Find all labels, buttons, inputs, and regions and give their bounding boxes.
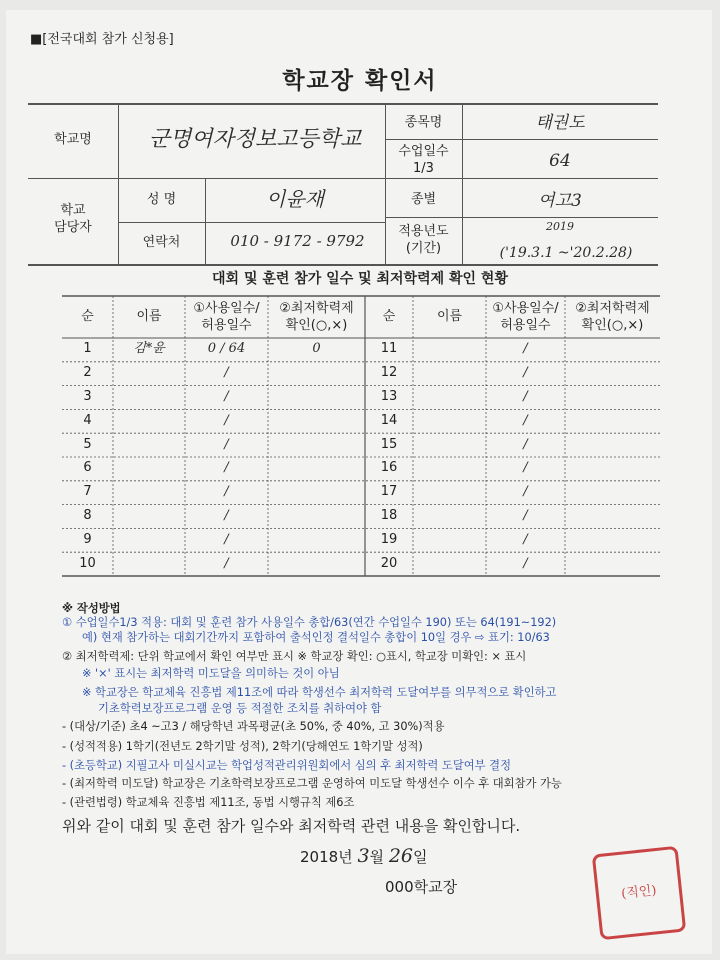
header-min-academic: ②최저학력제 확인(○,×)	[279, 301, 354, 333]
row-no: 7	[83, 484, 92, 500]
row-name	[413, 338, 486, 362]
period-value: ('19.3.1 ~'20.2.28)	[499, 245, 633, 261]
principal-name: 000학교장	[385, 878, 458, 896]
header-no: 순	[382, 308, 396, 324]
official-seal: (직인)	[592, 846, 687, 941]
row-min-academic	[565, 362, 660, 386]
row-used-days: /	[224, 389, 229, 405]
row-no: 17	[380, 484, 398, 500]
row-used-days: /	[224, 365, 229, 381]
note-8: - (최저학력 미도달) 학교장은 기초학력보장프로그램 운영하여 미도달 학생선수 이수 후 대회참가 가능	[62, 777, 562, 790]
row-no: 2	[83, 365, 92, 381]
row-used-days: /	[523, 508, 528, 524]
row-name	[413, 552, 486, 576]
row-used-days: /	[523, 460, 528, 476]
row-name	[413, 481, 486, 505]
row-no: 1	[83, 341, 92, 357]
note-6: - (성적적용) 1학기(전년도 2학기말 성적), 2학기(당해연도 1학기말 성적)	[62, 740, 423, 753]
note-1a: ① 수업일수1/3 적용: 대회 및 훈련 참가 사용일수 총합/63(연간 수업일수 190) 또는 64(191~192)	[62, 616, 557, 629]
note-7: - (초등학교) 지필고사 미실시교는 학업성적관리위원회에서 심의 후 최저학력 도달여부 결정	[62, 759, 511, 772]
row-no: 15	[380, 436, 398, 452]
row-used-days: /	[224, 508, 229, 524]
gender-label: 종별	[410, 192, 437, 207]
row-used-days: /	[523, 484, 528, 500]
school-days-label: 수업일수 1/3	[398, 144, 449, 176]
row-min-academic	[268, 433, 365, 457]
header-name: 이름	[136, 308, 162, 324]
row-name	[413, 433, 486, 457]
row-name	[113, 362, 185, 386]
row-no: 8	[83, 508, 92, 524]
school-name-value: 군명여자정보고등학교	[148, 127, 362, 152]
row-name	[113, 457, 185, 481]
row-no: 19	[380, 531, 398, 547]
row-used-days: 0 / 64	[207, 341, 246, 357]
header-used-days: ①사용일수/ 허용일수	[193, 301, 260, 333]
row-used-days: /	[523, 341, 528, 357]
row-name	[413, 362, 486, 386]
row-min-academic	[268, 457, 365, 481]
row-name	[413, 386, 486, 410]
section-title: 대회 및 훈련 참가 일수 및 최저학력제 확인 현황	[212, 271, 508, 287]
header-no: 순	[81, 308, 94, 324]
officer-label: 학교 담당자	[54, 203, 92, 235]
form-tag: ■[전국대회 참가 신청용]	[30, 32, 174, 47]
header-name: 이름	[436, 308, 463, 324]
row-used-days: /	[523, 531, 528, 547]
row-name	[413, 457, 486, 481]
row-no: 4	[83, 412, 92, 428]
year-label: 적용년도 (기간)	[398, 224, 449, 256]
row-used-days: /	[224, 412, 229, 428]
row-min-academic	[268, 505, 365, 529]
officer-name-label: 성 명	[146, 192, 177, 207]
note-3: ※ '×' 표시는 최저학력 미도달을 의미하는 것이 아님	[82, 667, 340, 680]
document-title: 학교장 확인서	[282, 68, 438, 94]
row-no: 18	[380, 508, 398, 524]
row-used-days: /	[224, 555, 229, 571]
school-days-value: 64	[549, 151, 571, 171]
row-min-academic	[565, 386, 660, 410]
row-min-academic	[268, 386, 365, 410]
row-min-academic	[268, 409, 365, 433]
row-name: 김*윤	[133, 341, 165, 357]
row-min-academic: 0	[312, 341, 321, 357]
row-name	[413, 528, 486, 552]
row-min-academic	[565, 457, 660, 481]
note-9: - (관련법령) 학교체육 진흥법 제11조, 동법 시행규칙 제6조	[62, 796, 355, 809]
row-min-academic	[565, 338, 660, 362]
note-5: - (대상/기준) 초4 ~고3 / 해당학년 과목평균(초 50%, 중 40%, 고 30%)적용	[62, 720, 445, 733]
row-min-academic	[565, 552, 660, 576]
row-used-days: /	[523, 555, 528, 571]
header-min-academic: ②최저학력제 확인(○,×)	[575, 301, 650, 333]
event-label: 종목명	[404, 115, 443, 130]
event-value: 태권도	[535, 113, 585, 133]
row-used-days: /	[224, 436, 229, 452]
row-used-days: /	[224, 531, 229, 547]
row-min-academic	[565, 528, 660, 552]
row-no: 14	[380, 412, 398, 428]
header-used-days: ①사용일수/ 허용일수	[492, 301, 559, 333]
row-used-days: /	[224, 484, 229, 500]
row-used-days: /	[523, 365, 528, 381]
row-name	[113, 409, 185, 433]
row-name	[113, 433, 185, 457]
row-min-academic	[565, 433, 660, 457]
contact-value: 010 - 9172 - 9792	[230, 232, 365, 250]
row-no: 3	[83, 389, 92, 405]
row-used-days: /	[523, 412, 528, 428]
note-4a: ※ 학교장은 학교체육 진흥법 제11조에 따라 학생선수 최저학력 도달여부를 의무적으로 확인하고	[82, 686, 557, 699]
row-name	[113, 528, 185, 552]
row-no: 16	[380, 460, 398, 476]
issue-date: 2018년 3월 26일	[300, 845, 428, 867]
row-min-academic	[268, 528, 365, 552]
row-name	[113, 481, 185, 505]
row-no: 6	[83, 460, 92, 476]
row-no: 12	[380, 365, 398, 381]
row-name	[113, 505, 185, 529]
row-name	[413, 409, 486, 433]
row-min-academic	[565, 481, 660, 505]
row-no: 10	[79, 555, 96, 571]
row-used-days: /	[224, 460, 229, 476]
row-used-days: /	[523, 436, 528, 452]
row-name	[413, 505, 486, 529]
officer-name-value: 이윤재	[266, 187, 324, 211]
row-used-days: /	[523, 389, 528, 405]
row-no: 13	[380, 389, 398, 405]
row-name	[113, 386, 185, 410]
note-4b: 기초학력보장프로그램 운영 등 적절한 조치를 취하여야 함	[98, 702, 382, 715]
row-min-academic	[268, 481, 365, 505]
row-min-academic	[565, 505, 660, 529]
row-name	[113, 552, 185, 576]
year-value: 2019	[546, 220, 574, 233]
note-1b: 예) 현재 참가하는 대회기간까지 포함하여 출석인정 결석일수 총합이 10일 경우 ⇨ 표기: 10/63	[82, 631, 550, 644]
gender-value: 여고3	[538, 191, 582, 211]
notes-heading: ※ 작성방법	[62, 602, 121, 615]
row-no: 9	[83, 531, 92, 547]
confirm-statement: 위와 같이 대회 및 훈련 참가 일수와 최저학력 관련 내용을 확인합니다.	[62, 817, 521, 835]
row-no: 11	[380, 341, 398, 357]
row-min-academic	[268, 552, 365, 576]
school-name-label: 학교명	[54, 132, 92, 147]
row-no: 20	[380, 555, 398, 571]
contact-label: 연락처	[142, 235, 181, 250]
row-min-academic	[268, 362, 365, 386]
row-no: 5	[83, 436, 92, 452]
row-min-academic	[565, 409, 660, 433]
note-2: ② 최저학력제: 단위 학교에서 확인 여부만 표시 ※ 학교장 확인: ○표시, 학교장 미확인: × 표시	[62, 650, 527, 663]
